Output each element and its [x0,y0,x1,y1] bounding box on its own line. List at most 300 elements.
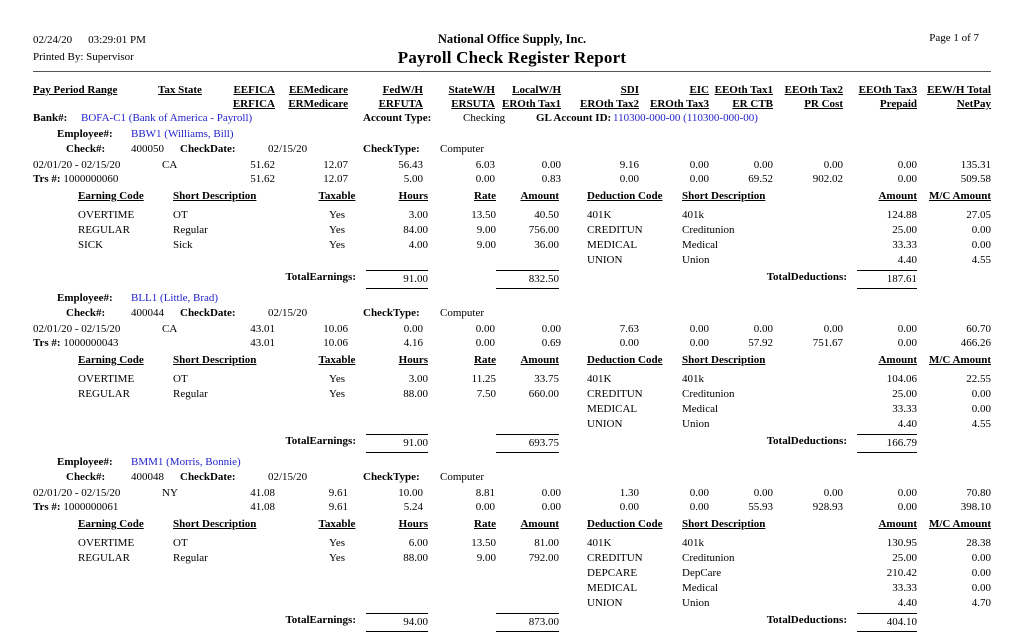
tax-cell: 0.00 [823,159,843,171]
earning-amount: 40.50 [534,209,559,221]
col-earning-description: Short Description [173,190,257,202]
col-sdi: SDI [620,84,639,96]
trs-number: 1000000060 [63,173,119,185]
col-taxable: Taxable [318,190,356,202]
earning-hours: 3.00 [408,373,428,385]
check-date-label: CheckDate: [180,143,236,155]
employee-label: Employee#: [57,292,113,304]
tax-cell: 135.31 [960,159,991,171]
trs-label: Trs #: [33,501,61,513]
tax-cell: 0.00 [541,323,561,335]
check-number-label: Check#: [66,143,106,155]
earning-code: OVERTIME [78,209,135,221]
earning-code: REGULAR [78,552,130,564]
deduction-code: UNION [587,597,623,609]
deduction-mc-amount: 0.00 [971,552,991,564]
trs-cell [33,336,218,350]
earning-code: REGULAR [78,224,130,236]
tax-cell: 10.06 [323,323,348,335]
print-date: 02/24/20 [33,34,73,46]
gl-account-value-link[interactable]: 110300-000-00 (110300-000-00) [613,112,758,124]
total-earnings-amount: 832.50 [496,270,559,289]
tax-cell: 0.00 [619,173,639,185]
tax-cell: 509.58 [960,173,991,185]
tax-cell: 43.01 [250,337,275,349]
tax-cell: 0.00 [689,337,709,349]
tax-cell: 7.63 [619,323,639,335]
check-number: 400048 [131,471,164,483]
check-date-label: CheckDate: [180,307,236,319]
tax-state-value: CA [162,159,178,171]
deduction-mc-amount: 0.00 [971,582,991,594]
earning-amount: 36.00 [534,239,559,251]
deduction-mc-amount: 22.55 [966,373,991,385]
deduction-code: 401K [587,209,612,221]
total-earnings-label: TotalEarnings: [285,614,356,626]
tax-cell: 12.07 [323,159,348,171]
tax-cell: 466.26 [960,337,991,349]
col-taxable: Taxable [318,518,356,530]
deduction-description: 401k [682,209,704,221]
deduction-amount: 33.33 [892,403,917,415]
tax-cell: 0.00 [897,337,917,349]
tax-cell: 4.16 [403,337,423,349]
check-header-row [33,307,991,322]
bank-row [33,112,991,128]
tax-cell: 9.16 [619,159,639,171]
col-eeoth-tax2: EEOth Tax2 [784,84,843,96]
col-earning-code: Earning Code [78,354,144,366]
deduction-description: Medical [682,582,719,594]
tax-cell: 10.06 [323,337,348,349]
col-mc-amount: M/C Amount [928,354,991,366]
col-mc-amount: M/C Amount [928,190,991,202]
check-type-label: CheckType: [363,307,420,319]
col-erfuta: ERFUTA [378,98,423,110]
employee-block [33,128,991,289]
deduction-code: DEPCARE [587,567,638,579]
trs-cell [33,172,218,186]
deduction-code: CREDITUN [587,388,643,400]
check-number: 400044 [131,307,164,319]
check-type: Computer [440,143,484,155]
col-earning-amount: Amount [520,354,559,366]
check-type: Computer [440,471,484,483]
earning-hours: 4.00 [408,239,428,251]
deduction-description: Union [682,254,710,266]
earning-taxable: Yes [328,239,345,251]
col-netpay: NetPay [956,98,991,110]
deduction-code: MEDICAL [587,403,638,415]
tax-cell: 398.10 [960,501,991,513]
tax-cell: 0.00 [403,323,423,335]
trs-cell [33,500,218,514]
earning-taxable: Yes [328,552,345,564]
total-earnings-label: TotalEarnings: [285,435,356,447]
employee-block [33,456,991,632]
deduction-amount: 210.42 [886,567,917,579]
col-taxable: Taxable [318,354,356,366]
earning-code: REGULAR [78,388,130,400]
tax-cell: 8.81 [475,487,495,499]
col-eeoth-tax3: EEOth Tax3 [858,84,917,96]
tax-cell: 0.00 [689,173,709,185]
deduction-code: MEDICAL [587,239,638,251]
check-type-label: CheckType: [363,143,420,155]
col-deduction-amount: Amount [878,190,917,202]
total-earnings-label: TotalEarnings: [285,271,356,283]
col-earning-description: Short Description [173,354,257,366]
col-hours: Hours [398,518,428,530]
tax-cell: 69.52 [748,173,773,185]
tax-cell: 902.02 [812,173,843,185]
check-type: Computer [440,307,484,319]
header-center [293,32,731,68]
earning-code: OVERTIME [78,537,135,549]
deduction-amount: 4.40 [897,254,917,266]
tax-cell: 41.08 [250,501,275,513]
earning-hours: 88.00 [403,388,428,400]
tax-cell: 0.00 [897,159,917,171]
col-earning-amount: Amount [520,190,559,202]
account-type-value: Checking [463,112,506,124]
earning-amount: 660.00 [528,388,559,400]
earning-description: Regular [173,552,208,564]
col-eic: EIC [689,84,709,96]
col-eeoth-tax1: EEOth Tax1 [714,84,773,96]
col-eroth-tax3: EROth Tax3 [650,98,709,110]
tax-cell: 0.00 [475,501,495,513]
deduction-description: Union [682,418,710,430]
tax-cell: 9.61 [328,501,348,513]
col-eefica: EEFICA [233,84,275,96]
trs-number: 1000000061 [63,501,119,513]
earning-amount: 756.00 [528,224,559,236]
tax-cell: 51.62 [250,159,275,171]
deduction-amount: 4.40 [897,418,917,430]
check-date: 02/15/20 [268,471,308,483]
earning-amount: 33.75 [534,373,559,385]
deduction-amount: 25.00 [892,388,917,400]
employee-id-link[interactable]: BBW1 (Williams, Bill) [131,128,234,140]
tax-cell: 0.00 [475,323,495,335]
earning-rate: 13.50 [471,537,496,549]
tax-cell: 0.00 [619,337,639,349]
bank-label: Bank#: [33,112,68,124]
tax-cell: 5.00 [403,173,423,185]
total-deductions-label: TotalDeductions: [766,271,847,283]
earning-rate: 13.50 [471,209,496,221]
tax-cell: 928.93 [812,501,843,513]
tax-cell: 0.00 [475,337,495,349]
tax-cell: 751.67 [812,337,843,349]
total-deductions-amount: 166.79 [857,434,917,453]
employee-header-row [33,456,991,471]
total-deductions-amount: 187.61 [857,270,917,289]
col-deduction-description: Short Description [682,518,766,530]
total-hours: 91.00 [366,434,428,453]
deduction-mc-amount: 0.00 [971,388,991,400]
col-er-ctb: ER CTB [732,98,773,110]
check-number-label: Check#: [66,307,106,319]
tax-cell: 9.61 [328,487,348,499]
tax-cell: 57.92 [748,337,773,349]
col-statewh: StateW/H [448,84,495,96]
earning-description: OT [173,209,188,221]
deduction-amount: 124.88 [886,209,917,221]
col-earning-code: Earning Code [78,518,144,530]
tax-cell: 43.01 [250,323,275,335]
col-ermedicare: ERMedicare [288,98,348,110]
col-pr-cost: PR Cost [804,98,843,110]
col-deduction-code: Deduction Code [587,518,663,530]
deduction-description: 401k [682,537,704,549]
total-deductions-amount: 404.10 [857,613,917,632]
earning-code: SICK [78,239,104,251]
col-ersuta: ERSUTA [451,98,495,110]
employee-label: Employee#: [57,456,113,468]
header-divider [33,71,991,72]
tax-detail-grid [33,322,991,350]
tax-cell: 12.07 [323,173,348,185]
deduction-mc-amount: 27.05 [966,209,991,221]
deduction-description: Creditunion [682,552,735,564]
pay-period-value: 02/01/20 - 02/15/20 [33,487,121,499]
total-earnings-amount: 873.00 [496,613,559,632]
tax-state-value: CA [162,323,178,335]
company-name: National Office Supply, Inc. [437,32,587,46]
deduction-mc-amount: 4.55 [971,418,991,430]
tax-cell: 1.30 [619,487,639,499]
col-erfica: ERFICA [232,98,275,110]
deduction-mc-amount: 4.55 [971,254,991,266]
earnings-deductions-table [33,353,991,453]
tax-cell: 0.00 [541,487,561,499]
trs-label: Trs #: [33,173,61,185]
deduction-description: Medical [682,403,719,415]
earning-taxable: Yes [328,224,345,236]
col-rate: Rate [474,190,496,202]
employee-block [33,292,991,453]
deduction-amount: 25.00 [892,224,917,236]
total-deductions-label: TotalDeductions: [766,435,847,447]
tax-cell: 55.93 [748,501,773,513]
col-rate: Rate [474,518,496,530]
earning-hours: 6.00 [408,537,428,549]
tax-cell: 0.69 [541,337,561,349]
col-pay-period-range: Pay Period Range [33,84,118,96]
tax-cell: 41.08 [250,487,275,499]
total-deductions-label: TotalDeductions: [766,614,847,626]
deduction-amount: 104.06 [886,373,917,385]
earning-hours: 3.00 [408,209,428,221]
deduction-mc-amount: 0.00 [971,224,991,236]
deduction-mc-amount: 4.70 [971,597,991,609]
earning-amount: 81.00 [534,537,559,549]
deduction-mc-amount: 0.00 [971,403,991,415]
earning-description: OT [173,373,188,385]
earning-taxable: Yes [328,209,345,221]
tax-cell: 0.00 [541,501,561,513]
earning-taxable: Yes [328,388,345,400]
page-indicator: Page 1 of 7 [929,32,979,44]
earning-code: OVERTIME [78,373,135,385]
tax-state-value: NY [162,487,178,499]
tax-cell: 0.00 [689,159,709,171]
col-prepaid: Prepaid [879,98,917,110]
col-deduction-description: Short Description [682,354,766,366]
employee-label: Employee#: [57,128,113,140]
col-eroth-tax1: EROth Tax1 [502,98,561,110]
deduction-description: 401k [682,373,704,385]
deduction-code: MEDICAL [587,582,638,594]
deduction-description: Medical [682,239,719,251]
deduction-code: UNION [587,418,623,430]
account-type-label: Account Type: [363,112,432,124]
deduction-description: Creditunion [682,388,735,400]
earning-hours: 84.00 [403,224,428,236]
deduction-mc-amount: 0.00 [971,239,991,251]
earning-rate: 9.00 [476,239,496,251]
tax-detail-grid [33,486,991,514]
tax-cell: 5.24 [403,501,423,513]
trs-label: Trs #: [33,337,61,349]
report-header [33,32,991,68]
tax-cell: 0.00 [619,501,639,513]
tax-cell: 0.00 [823,323,843,335]
deduction-amount: 33.33 [892,582,917,594]
tax-cell: 0.00 [897,323,917,335]
tax-cell: 0.83 [541,173,561,185]
col-eemedicare: EEMedicare [288,84,348,96]
col-hours: Hours [398,354,428,366]
deduction-description: DepCare [682,567,722,579]
deduction-description: Creditunion [682,224,735,236]
earning-rate: 7.50 [476,388,496,400]
earning-rate: 11.25 [471,373,496,385]
printed-by: Printed By: Supervisor [33,51,134,63]
total-hours: 94.00 [366,613,428,632]
tax-detail-grid [33,158,991,186]
total-earnings-amount: 693.75 [496,434,559,453]
earning-description: OT [173,537,188,549]
total-hours: 91.00 [366,270,428,289]
col-deduction-code: Deduction Code [587,190,663,202]
check-header-row [33,471,991,486]
deduction-code: UNION [587,254,623,266]
earning-description: Sick [173,239,193,251]
col-deduction-description: Short Description [682,190,766,202]
earning-description: Regular [173,224,208,236]
earnings-deductions-table [33,189,991,289]
tax-cell: 0.00 [541,159,561,171]
header-left [33,32,293,66]
earning-rate: 9.00 [476,224,496,236]
col-deduction-amount: Amount [878,354,917,366]
col-mc-amount: M/C Amount [928,518,991,530]
tax-column-headers [33,83,991,111]
earnings-deductions-table [33,517,991,632]
col-earning-code: Earning Code [78,190,144,202]
earning-taxable: Yes [328,373,345,385]
check-number: 400050 [131,143,164,155]
tax-cell: 0.00 [897,501,917,513]
gl-account-label: GL Account ID: [536,112,612,124]
check-date-label: CheckDate: [180,471,236,483]
tax-cell: 0.00 [823,487,843,499]
employee-header-row [33,292,991,307]
col-eewh-total: EEW/H Total [927,84,991,96]
col-rate: Rate [474,354,496,366]
earning-rate: 9.00 [476,552,496,564]
deduction-code: CREDITUN [587,224,643,236]
tax-cell: 0.00 [753,159,773,171]
earning-amount: 792.00 [528,552,559,564]
col-eroth-tax2: EROth Tax2 [580,98,639,110]
deduction-code: CREDITUN [587,552,643,564]
col-fedwh: FedW/H [382,84,423,96]
check-date: 02/15/20 [268,307,308,319]
tax-cell: 0.00 [475,173,495,185]
deduction-mc-amount: 28.38 [966,537,991,549]
col-tax-state: Tax State [158,84,202,96]
check-type-label: CheckType: [363,471,420,483]
employee-header-row [33,128,991,143]
tax-cell: 0.00 [753,487,773,499]
tax-cell: 51.62 [250,173,275,185]
deduction-amount: 33.33 [892,239,917,251]
trs-number: 1000000043 [63,337,119,349]
tax-cell: 60.70 [966,323,991,335]
col-earning-amount: Amount [520,518,559,530]
tax-cell: 0.00 [689,323,709,335]
deduction-code: 401K [587,373,612,385]
deduction-mc-amount: 0.00 [971,567,991,579]
print-time: 03:29:01 PM [88,34,146,46]
pay-period-value: 02/01/20 - 02/15/20 [33,159,121,171]
check-date: 02/15/20 [268,143,308,155]
employee-id-link[interactable]: BLL1 (Little, Brad) [131,292,219,304]
tax-cell: 0.00 [689,487,709,499]
earning-hours: 88.00 [403,552,428,564]
col-deduction-amount: Amount [878,518,917,530]
tax-cell: 10.00 [398,487,423,499]
pay-period-value: 02/01/20 - 02/15/20 [33,323,121,335]
check-header-row [33,143,991,158]
report-title: Payroll Check Register Report [397,48,627,67]
col-hours: Hours [398,190,428,202]
tax-cell: 0.00 [689,501,709,513]
col-earning-description: Short Description [173,518,257,530]
earning-description: Regular [173,388,208,400]
bank-value-link[interactable]: BOFA-C1 (Bank of America - Payroll) [81,112,253,124]
deduction-description: Union [682,597,710,609]
check-number-label: Check#: [66,471,106,483]
tax-cell: 0.00 [897,173,917,185]
deduction-amount: 25.00 [892,552,917,564]
employee-id-link[interactable]: BMM1 (Morris, Bonnie) [131,456,241,468]
col-localwh: LocalW/H [512,84,561,96]
tax-cell: 0.00 [753,323,773,335]
tax-cell: 56.43 [398,159,423,171]
deduction-amount: 130.95 [886,537,917,549]
col-deduction-code: Deduction Code [587,354,663,366]
deduction-code: 401K [587,537,612,549]
earning-taxable: Yes [328,537,345,549]
tax-cell: 0.00 [897,487,917,499]
deduction-amount: 4.40 [897,597,917,609]
tax-cell: 6.03 [475,159,495,171]
